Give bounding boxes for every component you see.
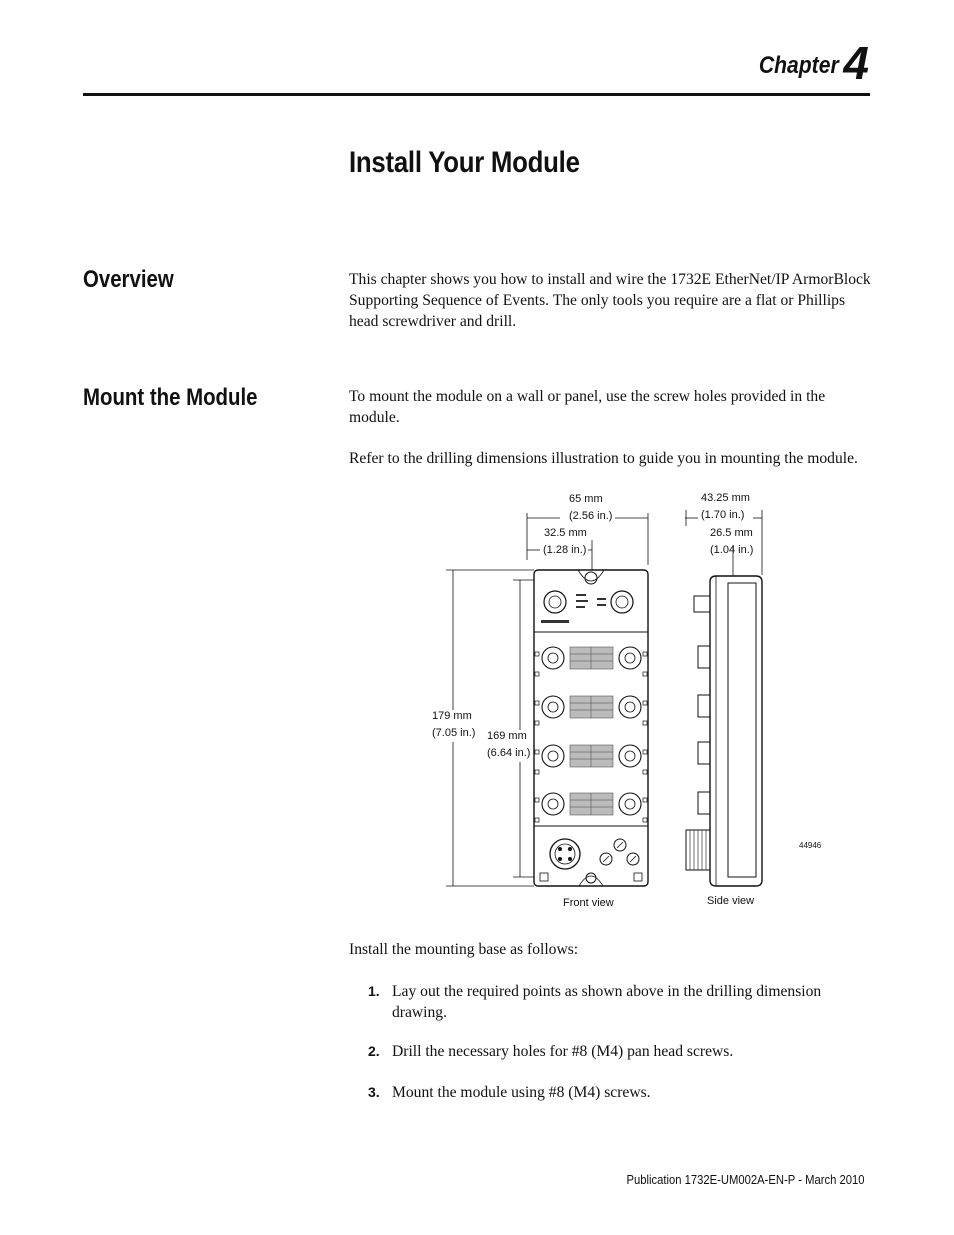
figure-id: 44946 [799,841,822,850]
step-2-number: 2. [368,1043,380,1059]
step-3-number: 3. [368,1084,380,1100]
dim-179-mm: 179 mm [432,710,472,722]
step-3-text: Mount the module using #8 (M4) screws. [392,1084,651,1101]
dim-32-in: (1.28 in.) [543,544,587,556]
dim-32-mm: 32.5 mm [544,527,587,539]
overview-heading: Overview [83,266,174,293]
chapter-number: 4 [843,37,869,89]
dim-43-in: (1.70 in.) [701,509,745,521]
mount-paragraph-2: Refer to the drilling dimensions illustration to guide you in mounting the module. [349,450,858,467]
dim-43-mm: 43.25 mm [701,492,750,504]
module-label: EtherNet/IP [541,624,574,630]
step-2-text: Drill the necessary holes for #8 (M4) pan head screws. [392,1043,734,1060]
dim-65-in: (2.56 in.) [569,510,613,522]
step-3 [368,1082,871,1103]
step-1-number: 1. [368,983,380,999]
step-1-text: Lay out the required points as shown above in the drilling dimension drawing. [392,983,822,1021]
chapter-label: Chapter [759,52,839,79]
side-view-module [686,576,762,886]
dim-26-mm: 26.5 mm [710,527,753,539]
page-title: Install Your Module [349,146,580,179]
install-intro: Install the mounting base as follows: [349,941,579,958]
front-view-label: Front view [563,897,614,909]
mount-paragraph-1: To mount the module on a wall or panel, use the screw holes provided in the module. [349,388,826,426]
publication-footer: Publication 1732E-UM002A-EN-P - March 2010 [625,1173,864,1187]
dim-169-mm: 169 mm [487,730,527,742]
dim-65-mm: 65 mm [569,493,603,505]
step-2 [368,1041,871,1062]
dim-26-in: (1.04 in.) [710,544,754,556]
front-view-module [534,570,648,886]
dim-179-in: (7.05 in.) [432,727,476,739]
dim-169-in: (6.64 in.) [487,747,531,759]
overview-paragraph: This chapter shows you how to install and wire the 1732E EtherNet/IP ArmorBlock Supporting Sequence of Events. The only tools you require are a flat or Phillips head screwdriver and drill. [349,271,871,330]
step-1 [368,981,871,1023]
side-view-label: Side view [707,895,755,907]
mount-heading: Mount the Module [83,384,258,411]
